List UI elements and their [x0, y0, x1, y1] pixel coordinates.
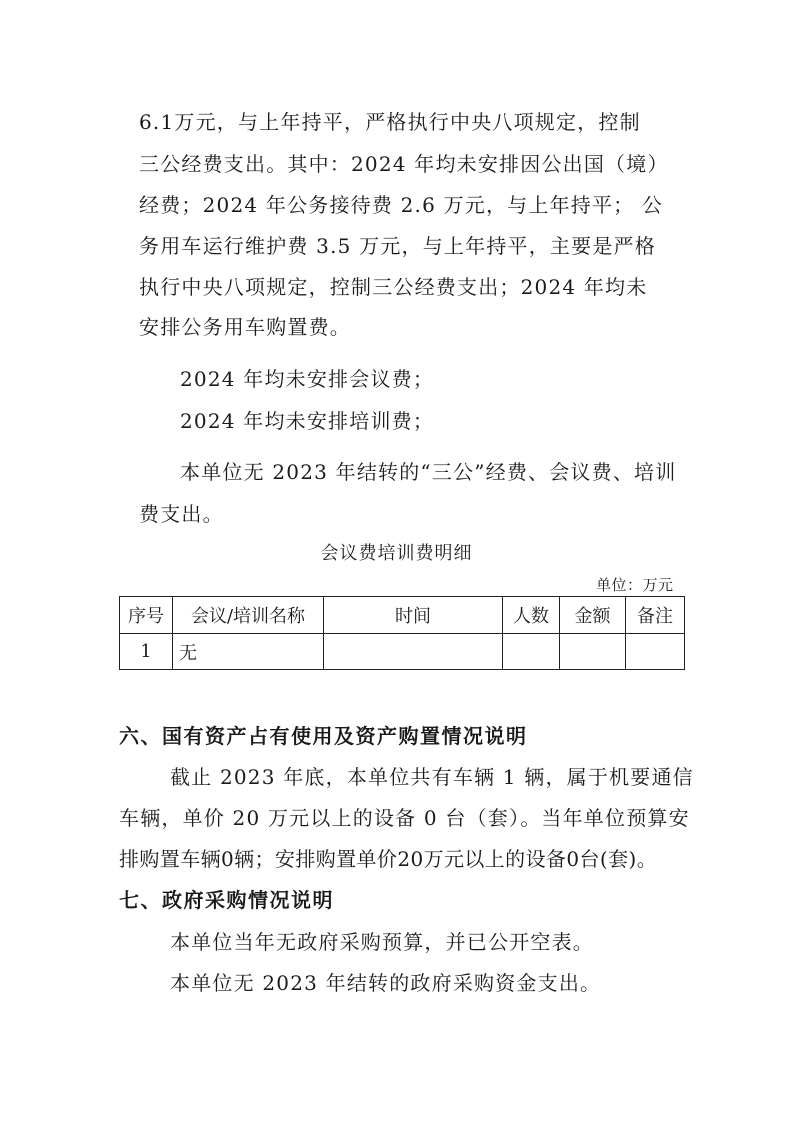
header-amount: 金额 — [560, 597, 626, 634]
header-seq: 序号 — [120, 597, 173, 634]
cell-name: 无 — [173, 634, 324, 670]
meeting-training-table — [119, 596, 685, 670]
section-heading: 七、政府采购情况说明 — [119, 888, 334, 912]
paragraph-line: 本单位无 2023 年结转的政府采购资金支出。 — [170, 971, 602, 995]
paragraph-line: 本单位无 2023 年结转的“三公”经费、会议费、培训 — [180, 460, 677, 484]
table-row — [120, 634, 685, 670]
paragraph-line: 2024 年均未安排会议费； — [180, 367, 435, 391]
cell-seq: 1 — [120, 634, 173, 670]
paragraph-line: 费支出。 — [139, 502, 224, 526]
table-header-row — [120, 597, 685, 634]
header-time: 时间 — [324, 597, 503, 634]
header-people: 人数 — [503, 597, 560, 634]
cell-time — [324, 634, 503, 670]
cell-remark — [626, 634, 685, 670]
cell-amount — [560, 634, 626, 670]
header-name: 会议/培训名称 — [173, 597, 324, 634]
paragraph-line: 本单位当年无政府采购预算，并已公开空表。 — [170, 930, 594, 954]
paragraph-line: 经费；2024 年公务接待费 2.6 万元，与上年持平； 公 — [139, 193, 664, 217]
header-remark: 备注 — [626, 597, 685, 634]
paragraph-line: 截止 2023 年底，本单位共有车辆 1 辆，属于机要通信 — [170, 765, 694, 789]
paragraph-line: 执行中央八项规定，控制三公经费支出；2024 年均未 — [139, 275, 648, 299]
table-unit: 单位：万元 — [596, 576, 674, 594]
paragraph-line: 务用车运行维护费 3.5 万元，与上年持平，主要是严格 — [139, 234, 656, 258]
paragraph-line: 车辆，单价 20 万元以上的设备 0 台（套）。当年单位预算安 — [119, 806, 690, 830]
paragraph-line: 2024 年均未安排培训费； — [180, 409, 435, 433]
table-title: 会议费培训费明细 — [320, 543, 473, 564]
paragraph-line: 安排公务用车购置费。 — [139, 315, 351, 339]
paragraph-line: 6.1万元，与上年持平，严格执行中央八项规定，控制 — [139, 110, 641, 134]
paragraph-line: 排购置车辆0辆；安排购置单价20万元以上的设备0台(套)。 — [119, 847, 658, 871]
paragraph-line: 三公经费支出。其中：2024 年均未安排因公出国（境） — [139, 152, 669, 176]
section-heading: 六、国有资产占有使用及资产购置情况说明 — [119, 724, 528, 748]
cell-people — [503, 634, 560, 670]
